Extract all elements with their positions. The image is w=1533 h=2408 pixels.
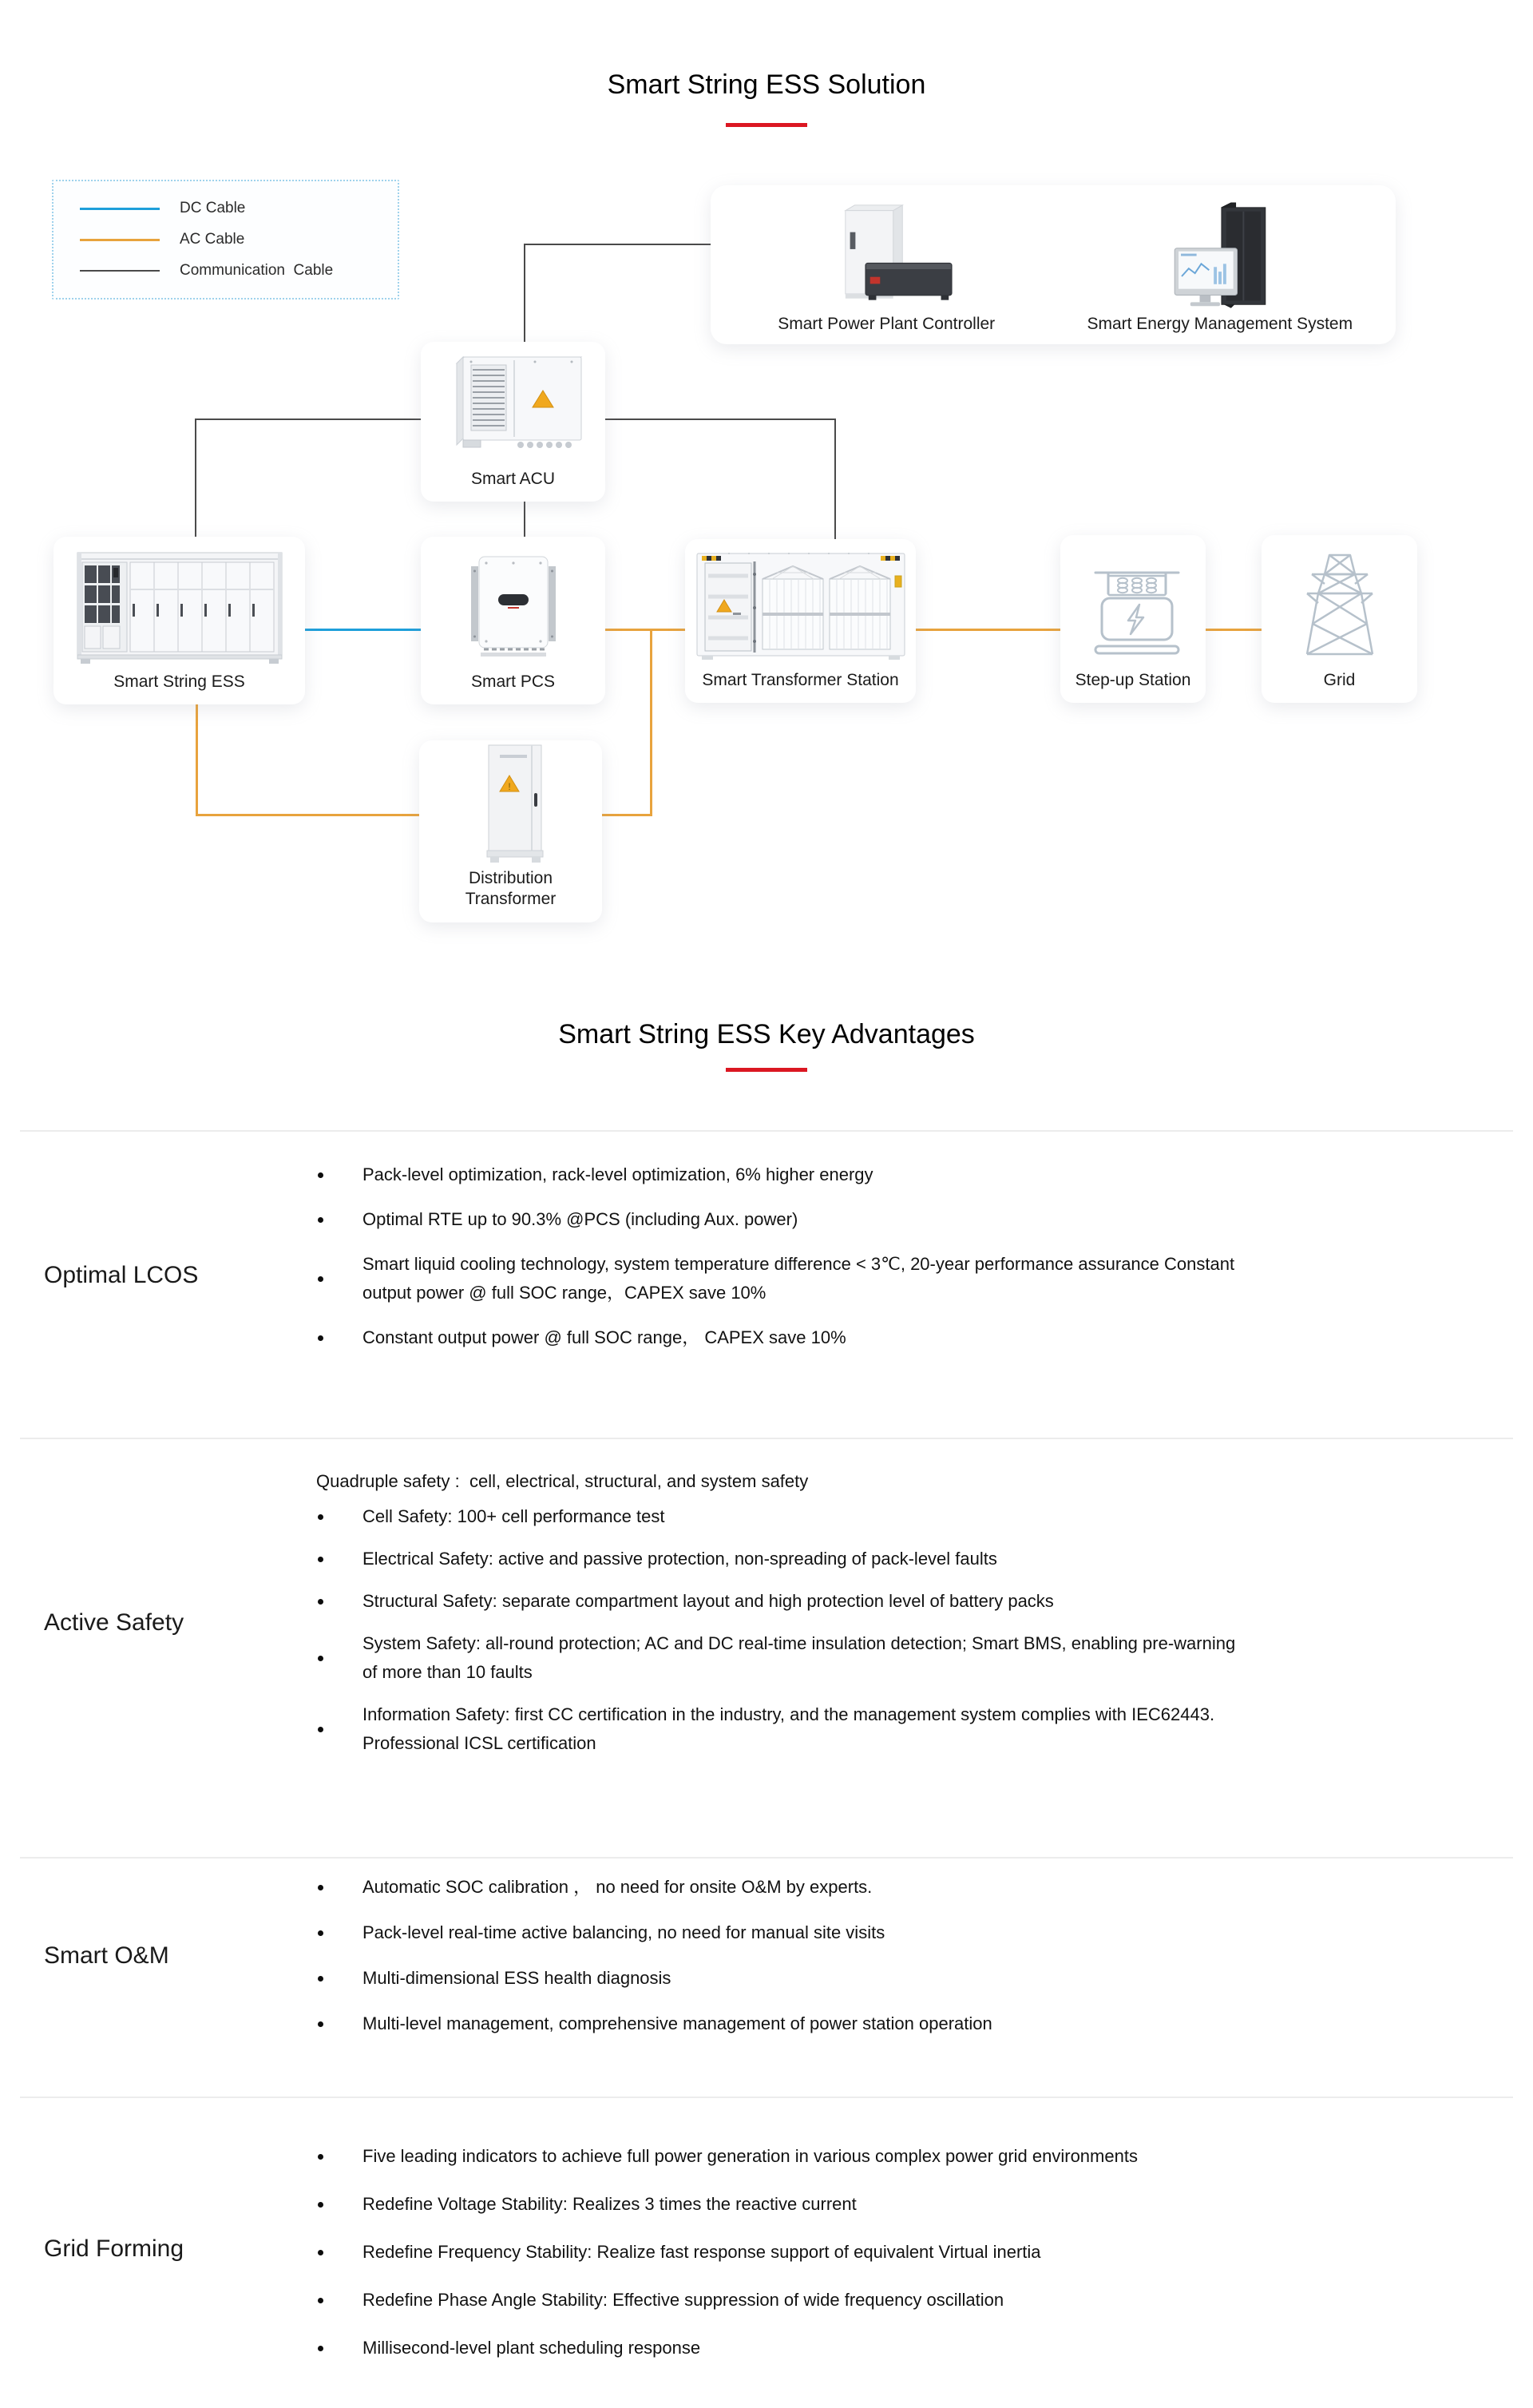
bullet-item: Redefine Phase Angle Stability: Effective suppression of wide frequency oscillation — [316, 2286, 1378, 2315]
ac-line-ts-stepup — [915, 629, 1061, 631]
dc-cable-swatch — [80, 208, 160, 210]
distribution-transformer-icon — [419, 740, 602, 868]
smart-transformer-station-icon — [685, 539, 916, 670]
bullet-list — [316, 1873, 1378, 2038]
comm-line-acu-top-v — [524, 244, 525, 342]
section-intro: Quadruple safety : cell, electrical, structural, and system safety — [316, 1471, 809, 1491]
section-active-safety — [20, 1438, 1513, 1857]
comm-line-acu-top-h — [524, 244, 712, 245]
section-label: Optimal LCOS — [44, 1262, 199, 1288]
cable-legend — [52, 180, 399, 300]
bullet-item: Smart liquid cooling technology, system temperature difference < 3℃, 20-year performance assurance Constant output power @ full SOC range，CAPEX save 10% — [316, 1250, 1378, 1307]
svg-text:!: ! — [507, 781, 511, 792]
smart-pcs-icon — [421, 537, 605, 672]
node-label: Smart PCS — [470, 672, 556, 691]
comm-line-acu-right-h — [604, 419, 836, 420]
legend-row-comm — [53, 262, 398, 280]
bullet-item: Electrical Safety: active and passive protection, non-spreading of pack-level faults — [316, 1545, 1378, 1573]
bullet-item: Structural Safety: separate compartment layout and high protection level of battery packs — [316, 1587, 1378, 1616]
section-label: Grid Forming — [44, 2235, 184, 2262]
section-optimal-lcos — [20, 1130, 1513, 1438]
ac-line-ess-down-v — [196, 703, 198, 816]
node-label: Smart Energy Management System — [1087, 315, 1353, 333]
bullet-item: Cell Safety: 100+ cell performance test — [316, 1502, 1378, 1531]
step-up-station-node — [1060, 535, 1206, 703]
node-label: Smart String ESS — [113, 672, 245, 691]
comm-line-ts-v — [834, 419, 836, 541]
grid-tower-icon — [1262, 535, 1417, 670]
node-label: Distribution Transformer — [465, 869, 557, 908]
node-label: Smart Transformer Station — [702, 671, 899, 689]
bullet-item: Optimal RTE up to 90.3% @PCS (including Aux. power) — [316, 1205, 1378, 1234]
smart-string-ess-node — [53, 537, 305, 704]
bullet-list — [316, 1502, 1378, 1758]
advantages-table — [20, 1130, 1513, 2408]
title-underline — [726, 123, 807, 127]
bullet-list — [316, 1160, 1378, 1352]
step-up-station-icon — [1060, 535, 1206, 670]
advantages-title-underline — [726, 1068, 807, 1072]
ac-cable-swatch — [80, 239, 160, 241]
node-label: Step-up Station — [1075, 671, 1191, 689]
bullet-item: Five leading indicators to achieve full power generation in various complex power grid environments — [316, 2142, 1378, 2171]
ac-line-branch-v — [650, 629, 652, 816]
comm-cable-swatch — [80, 270, 160, 272]
management-systems-card — [711, 185, 1396, 344]
power-plant-controller-icon — [802, 185, 970, 315]
smart-pcs-node — [421, 537, 605, 704]
node-label: Grid — [1323, 671, 1356, 689]
smart-string-ess-icon — [53, 537, 305, 672]
comm-line-acu-left-h — [196, 419, 422, 420]
section-grid-forming — [20, 2097, 1513, 2408]
legend-label: Communication Cable — [180, 262, 334, 279]
legend-label: DC Cable — [180, 200, 246, 216]
section-label: Active Safety — [44, 1609, 184, 1636]
comm-line-acu-pcs-v — [524, 502, 525, 538]
legend-row-ac — [53, 231, 398, 248]
legend-label: AC Cable — [180, 231, 245, 248]
power-plant-controller-node — [729, 185, 1044, 344]
bullet-item: Millisecond-level plant scheduling response — [316, 2334, 1378, 2362]
bullet-item: Pack-level real-time active balancing, no need for manual site visits — [316, 1918, 1378, 1947]
bullet-item: Redefine Frequency Stability: Realize fast response support of equivalent Virtual inertia — [316, 2238, 1378, 2267]
bullet-item: Pack-level optimization, rack-level optimization, 6% higher energy — [316, 1160, 1378, 1189]
bullet-item: Constant output power @ full SOC range， CAPEX save 10% — [316, 1323, 1378, 1352]
smart-transformer-station-node — [685, 539, 916, 703]
bullet-item: Multi-level management, comprehensive management of power station operation — [316, 2009, 1378, 2038]
bullet-item: System Safety: all-round protection; AC and DC real-time insulation detection; Smart BMS, enabling pre-warning of more than 10 faults — [316, 1629, 1378, 1687]
section-label: Smart O&M — [44, 1942, 169, 1969]
comm-line-ess-v — [195, 419, 196, 538]
smart-acu-node — [421, 342, 605, 502]
energy-management-system-node — [1062, 185, 1377, 344]
legend-row-dc — [53, 200, 398, 217]
grid-node — [1262, 535, 1417, 703]
bullet-item: Redefine Voltage Stability: Realizes 3 times the reactive current — [316, 2190, 1378, 2219]
distribution-transformer-node — [419, 740, 602, 922]
node-label: Smart ACU — [470, 470, 556, 488]
energy-management-system-icon — [1140, 185, 1300, 315]
node-label: Smart Power Plant Controller — [778, 315, 996, 333]
page-title: Smart String ESS Solution — [607, 69, 926, 100]
advantages-title: Smart String ESS Key Advantages — [558, 1019, 975, 1049]
section-smart-om — [20, 1857, 1513, 2097]
bullet-item: Automatic SOC calibration ， no need for onsite O&M by experts. — [316, 1873, 1378, 1902]
ac-line-pcs-ts — [604, 629, 686, 631]
smart-acu-icon — [421, 342, 605, 469]
bullet-item: Multi-dimensional ESS health diagnosis — [316, 1964, 1378, 1993]
ac-line-stepup-grid — [1205, 629, 1262, 631]
dc-line-ess-pcs — [304, 629, 422, 631]
bullet-list — [316, 2142, 1378, 2362]
bullet-item: Information Safety: first CC certification in the industry, and the management system complies with IEC62443. Professional ICSL certification — [316, 1700, 1378, 1758]
